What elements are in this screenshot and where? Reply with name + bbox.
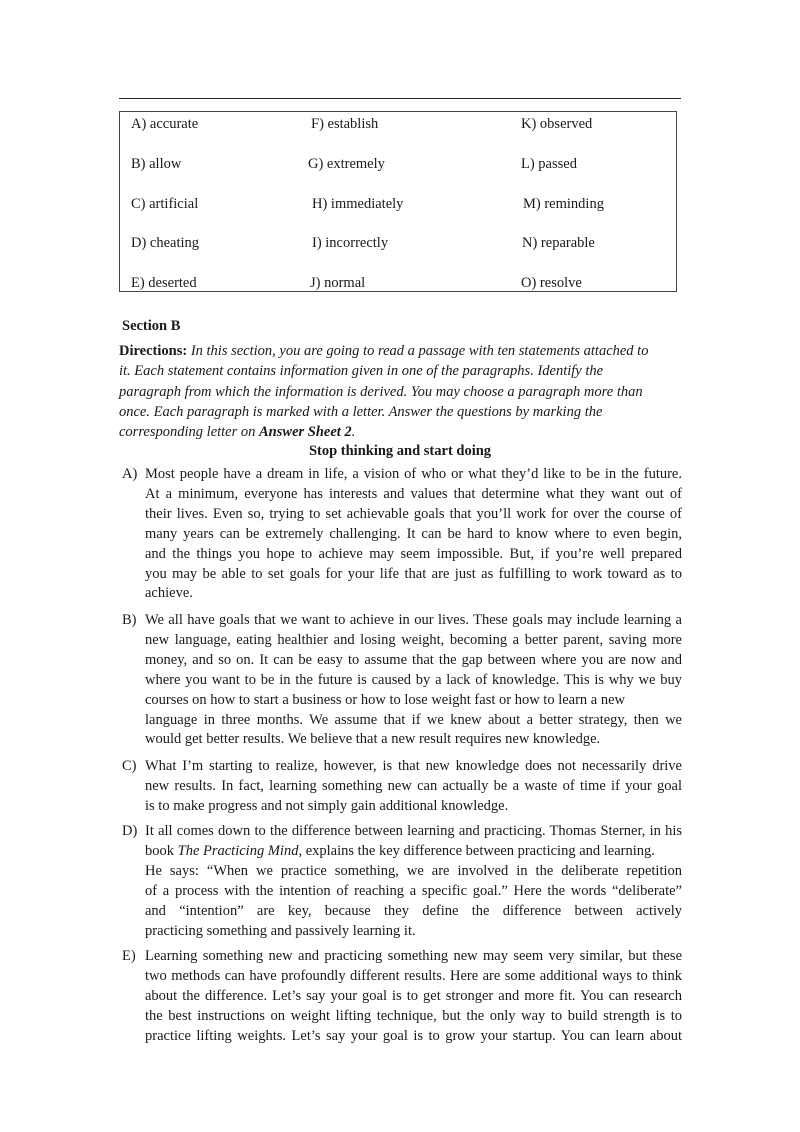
word-option: C) artificial [131, 196, 199, 212]
paragraph-line: courses on how to start a business or how to lose weight fast or how to learn a new [145, 691, 626, 708]
paragraph-body [145, 947, 682, 1047]
directions-line-2: it. Each statement contains information given in one of the paragraphs. Identify the [119, 363, 604, 380]
word-option: J) normal [310, 275, 366, 291]
paragraph-line: where you want to be in the future is caused by a lack of knowledge. This is why we buy [145, 671, 682, 688]
paragraph-line: two methods can have profoundly different results. Here are some additional ways to think [145, 967, 682, 984]
paragraph-letter: C) [122, 758, 137, 774]
top-rule [119, 98, 681, 99]
paragraph-line: practice lifting weights. Let’s say your goal is to grow your startup. You can learn about [145, 1027, 682, 1044]
paragraph-line-pre: book [145, 842, 178, 859]
word-option: B) allow [131, 156, 182, 172]
paragraph-line: We all have goals that we want to achieve in our lives. These goals may include learning a [145, 612, 682, 628]
paragraph-line [145, 842, 682, 862]
paragraph-body [145, 822, 682, 941]
paragraph-letter: B) [122, 612, 137, 628]
paragraph-a [122, 465, 682, 604]
directions-line-5-end: . [351, 424, 356, 441]
paragraph-line-post: , explains the key difference between practicing and learning. [298, 842, 655, 859]
answer-sheet-ref: Answer Sheet 2 [259, 424, 352, 441]
passage-title: Stop thinking and start doing [308, 443, 492, 459]
paragraph-line: practicing something and passively learning it. [145, 922, 416, 939]
paragraph-line: is to make progress and not simply gain additional knowledge. [145, 797, 509, 814]
paragraph-letter: A) [122, 466, 138, 482]
word-option: L) passed [521, 156, 577, 172]
directions-line-5: corresponding letter on [119, 424, 260, 441]
paragraph-line: new language, eating healthier and losing weight, becoming a better parent, saving more [145, 631, 682, 648]
directions-line-1: In this section, you are going to read a passage with ten statements attached to [187, 343, 649, 359]
paragraph-line: and the things you hope to achieve may seem impossible. But, if you’re well prepared [145, 545, 682, 562]
word-option: M) reminding [523, 196, 604, 212]
word-option: A) accurate [131, 116, 199, 132]
paragraph-d [122, 822, 682, 941]
paragraph-line: many years can be extremely challenging. It can be hard to know where to even begin, [145, 525, 682, 542]
book-title: The Practicing Mind [177, 842, 299, 859]
paragraph-line: the best instructions on weight lifting technique, but the only way to build strength is to [145, 1007, 682, 1024]
paragraph-body [145, 757, 682, 817]
paragraph-line: about the difference. Let’s say your goal is to get stronger and more fit. You can research [145, 987, 682, 1004]
paragraph-b [122, 611, 682, 750]
paragraph-line: achieve. [145, 585, 193, 602]
word-option: H) immediately [312, 196, 404, 212]
word-option: F) establish [311, 116, 379, 132]
paragraph-line: What I’m starting to realize, however, is that new knowledge does not necessarily drive [145, 758, 682, 774]
paragraph-line: Most people have a dream in life, a vision of who or what they’d like to be in the future. [145, 466, 682, 482]
paragraph-line: of a process with the intention of reaching a specific goal.” Here the words “deliberate” [145, 882, 682, 899]
paragraph-e [122, 947, 682, 1047]
paragraph-line: money, and so on. It can be easy to assume that the gap between where you are now and [145, 651, 682, 668]
paragraph-line: Learning something new and practicing something new may seem very similar, but these [145, 948, 682, 964]
paragraph-body [145, 611, 682, 750]
paragraph-line: language in three months. We assume that if we knew about a better strategy, then we [145, 711, 682, 728]
paragraph-line: It all comes down to the difference between learning and practicing. Thomas Sterner, in his [145, 823, 682, 839]
paragraph-line: new results. In fact, learning something new can actually be a waste of time if your goal [145, 777, 682, 794]
paragraph-c [122, 757, 682, 817]
paragraph-letter: D) [122, 823, 138, 839]
paragraph-letter: E) [122, 948, 136, 964]
paragraph-line: He says: “When we practice something, we are involved in the deliberate repetition [145, 862, 682, 879]
word-option: O) resolve [521, 275, 582, 291]
paragraph-line: you may be able to set goals for your life that are just as fulfilling to work toward as to [145, 565, 682, 582]
word-option: E) deserted [131, 275, 197, 291]
paragraph-line: and “intention” are key, because they define the difference between actively [145, 902, 682, 919]
directions-lead: Directions: [119, 343, 188, 359]
word-option: I) incorrectly [312, 235, 389, 251]
directions [119, 341, 681, 442]
paragraph-line: would get better results. We believe that a new result requires new knowledge. [145, 731, 601, 748]
word-option: K) observed [521, 116, 593, 132]
word-option: N) reparable [522, 235, 595, 251]
paragraph-line: their lives. Even so, trying to set achievable goals that you’ll work for over the course of [145, 505, 682, 522]
paragraph-body [145, 465, 682, 604]
word-option: D) cheating [131, 235, 200, 251]
directions-line-4: once. Each paragraph is marked with a letter. Answer the questions by marking the [119, 403, 603, 420]
word-option: G) extremely [308, 156, 385, 172]
paragraph-line: At a minimum, everyone has interests and values that determine what they want out of [145, 485, 682, 502]
section-title: Section B [122, 318, 181, 334]
directions-line-3: paragraph from which the information is derived. You may choose a paragraph more than [119, 383, 643, 400]
